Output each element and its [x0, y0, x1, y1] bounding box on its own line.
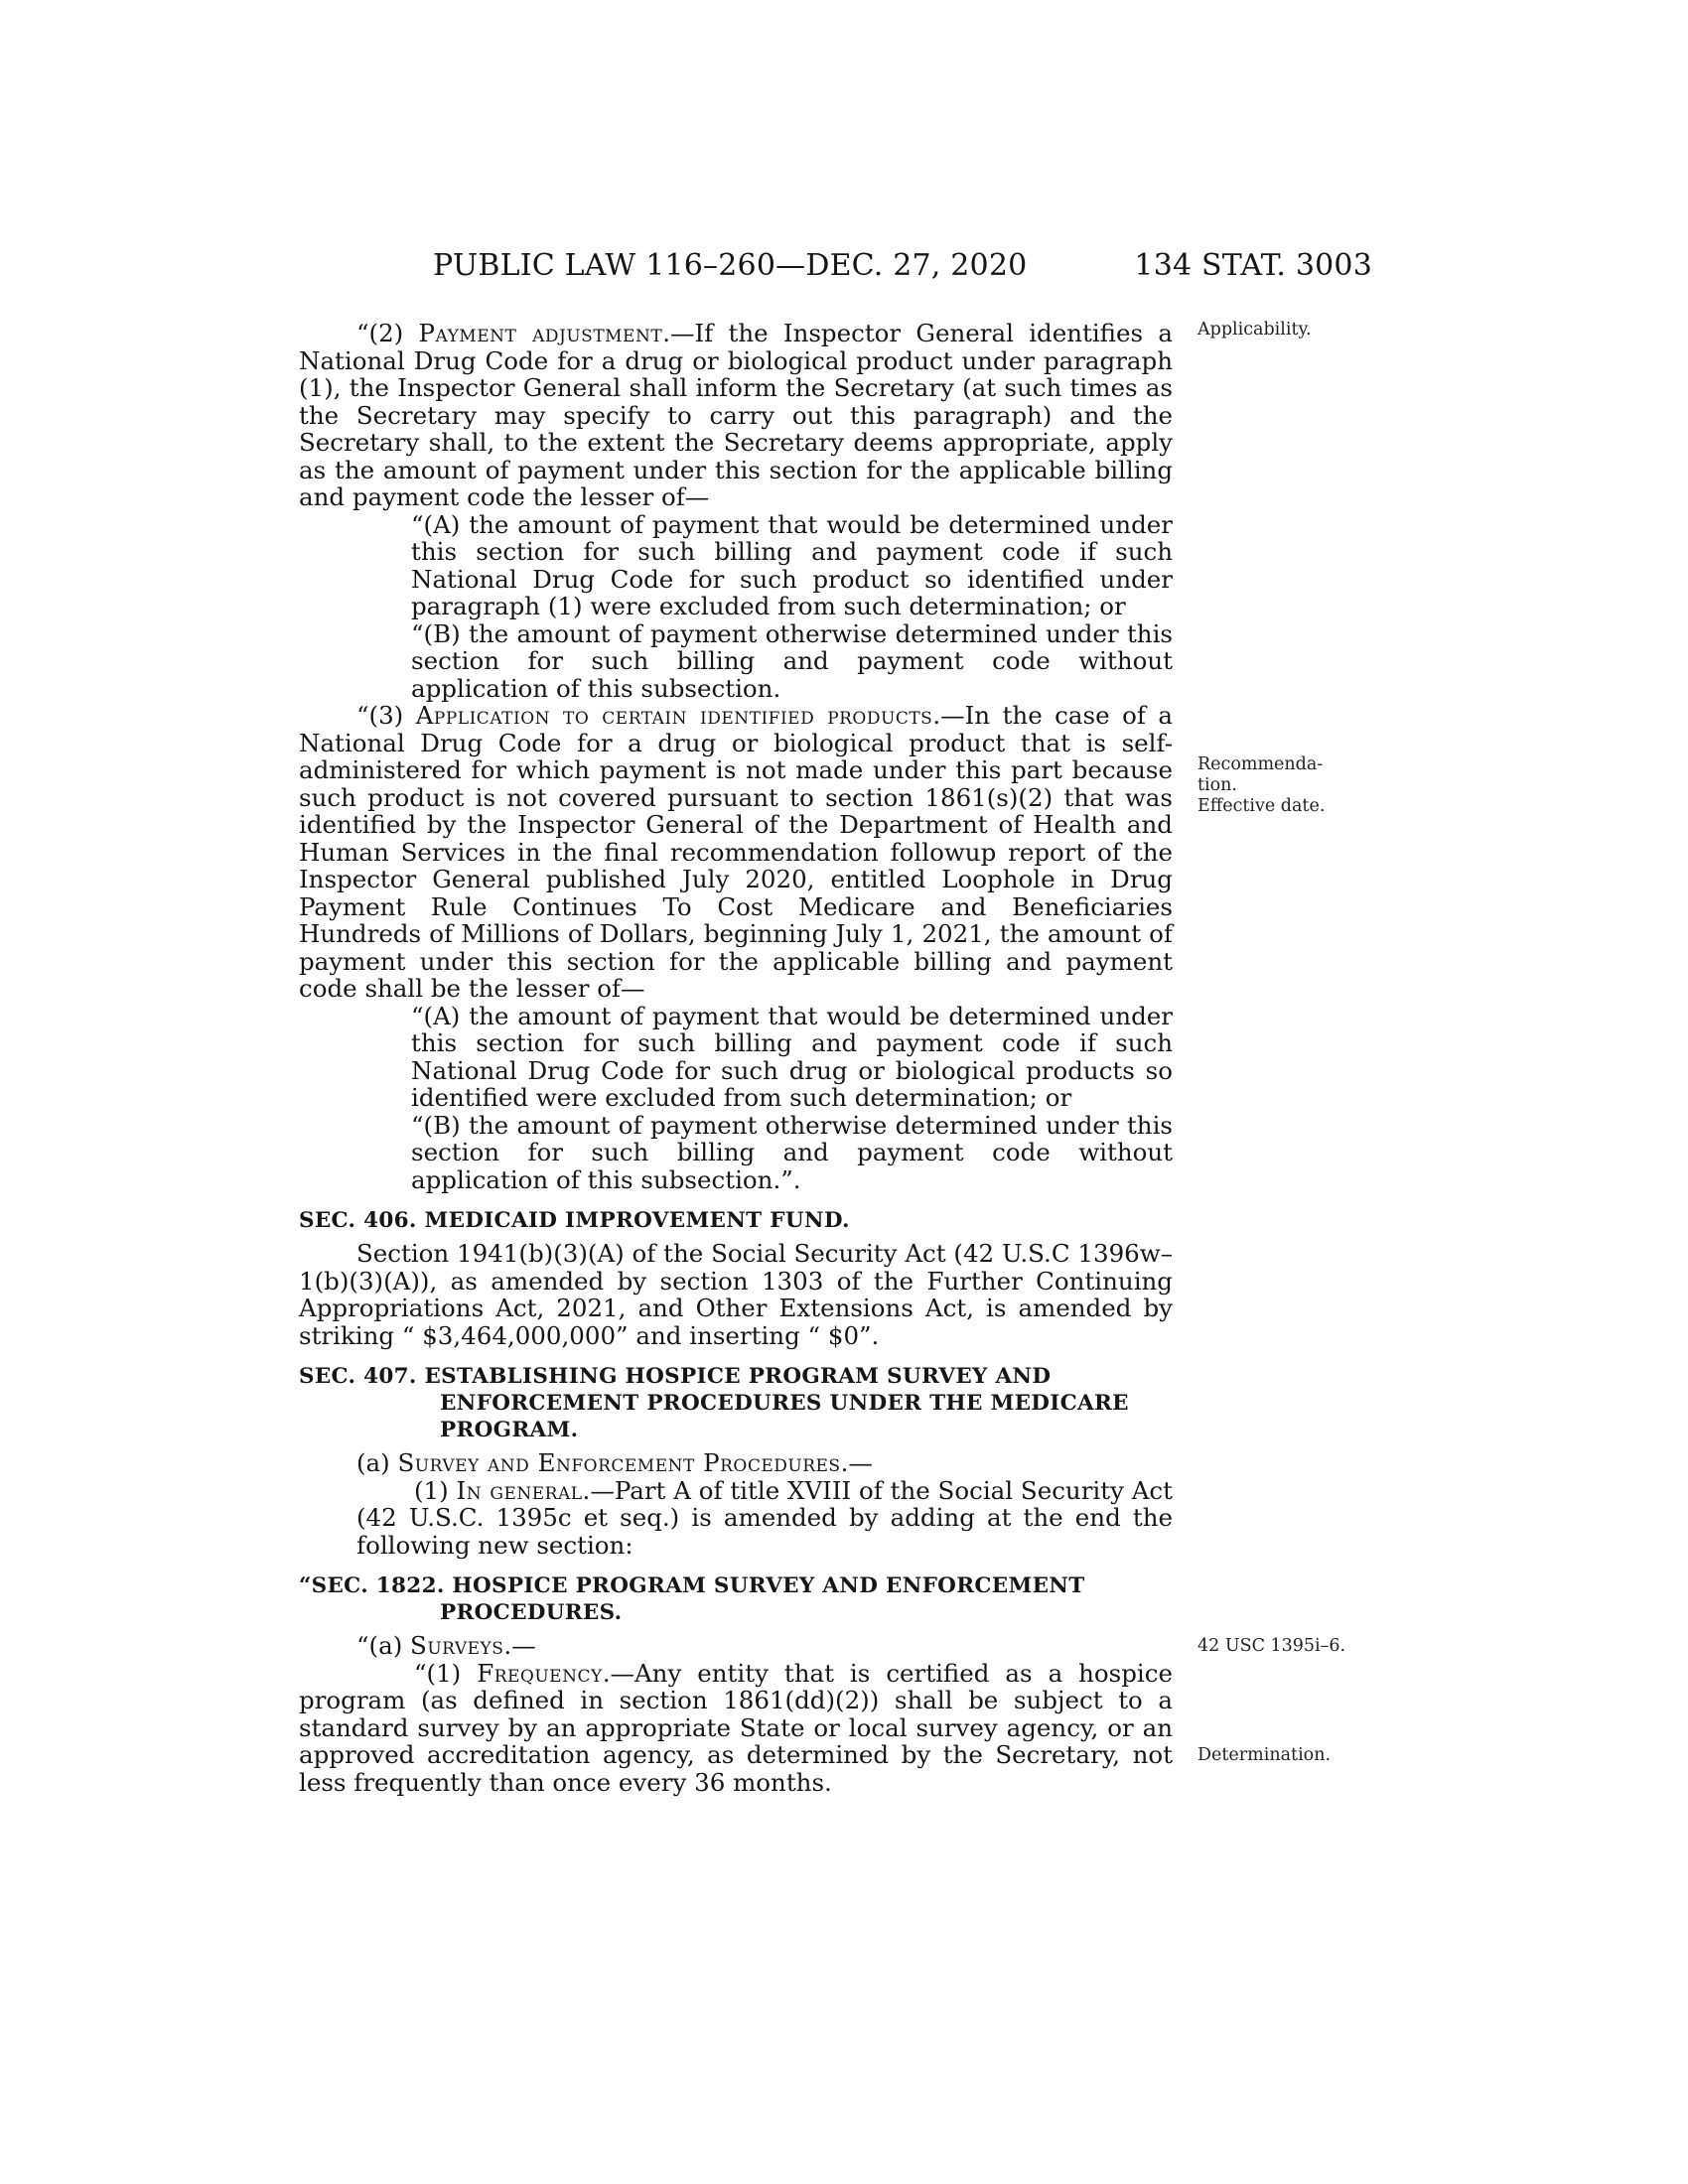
para-number: “(2): [356, 319, 419, 347]
subsection-dash: .—: [503, 1631, 536, 1660]
para-number: “(3): [356, 701, 416, 730]
para-text: .—Any entity that is certified as a hospice program (as defined in section 1861(dd)(2)) shall be subject to a standard survey by an appropriate State or local survey agency, or an approved accreditation agency, as determined by the Secretary, not less frequently than once every 36 months.: [299, 1658, 1173, 1797]
paragraph-payment-adjustment: [299, 320, 1173, 511]
paragraph-frequency: [299, 1660, 1173, 1797]
subsection-number: (a): [356, 1448, 398, 1477]
header-stat-page: 134 STAT. 3003: [1134, 248, 1372, 283]
para-text: .—In the case of a National Drug Code for a drug or biological product that is self-administered for which payment is not made under this part because such product is not covered pursuant to section 1861(s)(2) that was identified by the Inspector General of the Department of Health and Human Services in the final recommendation followup report of the Inspector General published July 2020, entitled Loophole in Drug Payment Rule Continues To Cost Medicare and Beneficiaries Hundreds of Millions of Dollars, beginning July 1, 2021, the amount of payment under this section for the applicable billing and payment code shall be the lesser of—: [299, 701, 1173, 1003]
subparagraph-b: [411, 1112, 1173, 1194]
section-406-heading: SEC. 406. MEDICAID IMPROVEMENT FUND.: [299, 1208, 850, 1233]
subparagraph-text: “(A) the amount of payment that would be determined under this section for such billing and payment code if such National Drug Code for such drug or biological products so identified were excluded from such determination; or: [411, 1001, 1173, 1112]
subparagraph-text: “(B) the amount of payment otherwise determined under this section for such billing and payment code without application of this subsection.: [411, 618, 1173, 703]
margin-note-usc: 42 USC 1395i–6.: [1197, 1636, 1346, 1656]
subparagraph-a: [411, 511, 1173, 620]
paragraph-application-identified-products: [299, 702, 1173, 1003]
margin-note-determination: Determination.: [1197, 1745, 1332, 1765]
section-1822-heading: “SEC. 1822. HOSPICE PROGRAM SURVEY AND ENFORCEMENT PROCEDURES.: [299, 1573, 1085, 1625]
running-header: [433, 248, 1372, 284]
subsection-number: “(a): [356, 1631, 411, 1660]
margin-note-recommendation: Recommenda- tion. Effective date.: [1197, 754, 1326, 816]
para-number: (1): [414, 1475, 457, 1505]
section-406-text: Section 1941(b)(3)(A) of the Social Security Act (42 U.S.C 1396w–1(b)(3)(A)), as amended by section 1303 of the Further Continuing Appropriations Act, 2021, and Other Extensions Act, is amended by striking “ $3,464,000,000” and inserting “ $0”.: [299, 1239, 1173, 1350]
para-text: .—Part A of title XVIII of the Social Security Act (42 U.S.C. 1395c et seq.) is amended by adding at the end the following new section:: [356, 1475, 1173, 1560]
subparagraph-text: “(B) the amount of payment otherwise determined under this section for such billing and payment code without application of this subsection.”.: [411, 1110, 1173, 1194]
subparagraph-a: [411, 1003, 1173, 1112]
para-heading: Frequency: [477, 1658, 603, 1688]
para-text: .—If the Inspector General identifies a National Drug Code for a drug or biological product under paragraph (1), the Inspector General shall inform the Secretary (at such times as the Secretary may specify to carry out this paragraph) and the Secretary shall, to the extent the Secretary deems appropriate, apply as the amount of payment under this section for the applicable billing and payment code the lesser of—: [299, 319, 1173, 511]
header-law-title: PUBLIC LAW 116–260—DEC. 27, 2020: [433, 248, 1028, 283]
subsection-title: Survey and Enforcement Procedures: [397, 1448, 841, 1477]
margin-note-applicability: Applicability.: [1197, 320, 1312, 340]
statute-body: [299, 320, 1173, 1796]
subsection-a-heading: [299, 1449, 1173, 1477]
subparagraph-b: [411, 620, 1173, 703]
subsection-surveys-heading: [299, 1632, 1173, 1660]
para-number: “(1): [414, 1658, 478, 1688]
para-heading: Application to certain identified products: [415, 701, 933, 730]
subsection-title: Surveys: [410, 1631, 504, 1660]
subparagraph-block: [299, 511, 1173, 703]
para-heading: Payment adjustment: [418, 319, 663, 347]
para-heading: In general: [456, 1475, 583, 1505]
section-407-heading: SEC. 407. ESTABLISHING HOSPICE PROGRAM SURVEY AND ENFORCEMENT PROCEDURES UNDER THE MEDICARE PROGRAM.: [299, 1364, 1129, 1442]
subparagraph-block: [299, 1003, 1173, 1194]
paragraph-in-general: [299, 1477, 1173, 1560]
subparagraph-text: “(A) the amount of payment that would be determined under this section for such billing and payment code if such National Drug Code for such product so identified under paragraph (1) were excluded from such determination; or: [411, 509, 1173, 620]
subsection-dash: .—: [840, 1448, 873, 1477]
